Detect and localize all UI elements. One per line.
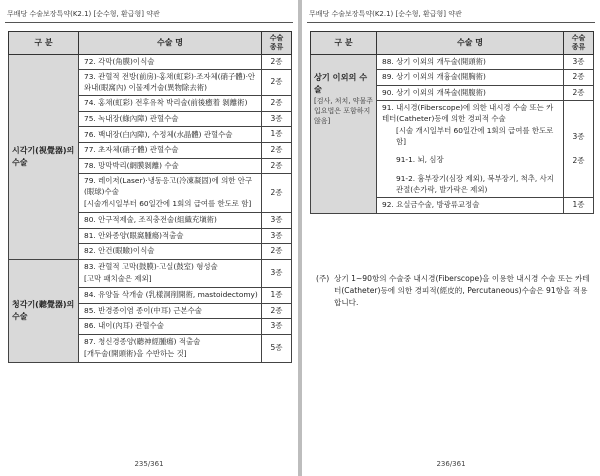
surgery-type: 2종 — [262, 158, 292, 174]
column-header-surgery: 수술 명 — [377, 32, 564, 55]
column-header-category: 구 분 — [311, 32, 377, 55]
footnote-text: 상기 1~90항의 수술중 내시경(Fiberscope)을 이용한 내시경 수술 또는 카테터(Catheter)등에 의한 경피적(經皮的, Percutaneous)수술은 91항을 적용합니다. — [334, 274, 590, 308]
table-row — [9, 54, 292, 70]
category-title: 상기 이외의 수술 — [314, 71, 368, 94]
surgery-type: 5종 — [262, 334, 292, 362]
category-cell: 시각기(視覺器)의 수술 — [9, 54, 79, 259]
column-header-type: 수술 종류 — [564, 32, 594, 55]
surgery-item: 85. 반경종이염 종이(中耳) 근본수술 — [79, 303, 262, 319]
surgery-item-text: 91. 내시경(Fiberscope)에 의한 내시경 수술 또는 카테터(Catheter)등에 의한 경피적 수술 — [382, 103, 554, 123]
surgery-type: 2종 — [262, 143, 292, 159]
surgery-table — [8, 31, 292, 363]
surgery-type: 2종 — [262, 96, 292, 112]
surgery-item: 84. 유양돌 삭개술 (乳樣洞削開術, mastoidectomy) — [79, 287, 262, 303]
table-header-row — [9, 32, 292, 55]
surgery-item: 80. 안구적제술, 조직충전술(組織充塡術) — [79, 212, 262, 228]
surgery-type: 2종 — [572, 156, 585, 166]
surgery-item — [79, 174, 262, 213]
surgery-type: 1종 — [564, 198, 594, 214]
column-header-category: 구 분 — [9, 32, 79, 55]
surgery-item: 72. 각막(角膜)이식술 — [79, 54, 262, 70]
surgery-type: 3종 — [262, 259, 292, 287]
footnote — [316, 273, 592, 309]
page-header: 무배당 수술보장특약(K2.1) [순수형, 환급형] 약관 — [7, 10, 160, 18]
table-row — [9, 259, 292, 287]
column-header-surgery: 수술 명 — [79, 32, 262, 55]
surgery-type: 3종 — [572, 131, 585, 141]
surgery-item: 81. 안와종양(眼窩腫瘍)적출술 — [79, 228, 262, 244]
surgery-subitem: 91-2. 흉부장기(심장 제외), 복부장기, 척추, 사지관절(손가락, 발가락은 제외) — [396, 174, 554, 194]
surgery-table — [310, 31, 594, 214]
category-cell: 청각기(聽覺器)의 수술 — [9, 259, 79, 362]
surgery-type: 3종 — [262, 319, 292, 335]
surgery-item: 88. 상기 이외의 개두술(開頭術) — [377, 54, 564, 70]
page-number: 235/361 — [134, 460, 164, 468]
surgery-item — [79, 259, 262, 287]
surgery-type: 2종 — [262, 70, 292, 96]
document-page-left — [0, 0, 298, 476]
surgery-type: 2종 — [262, 244, 292, 260]
surgery-item-text: 83. 관혈적 고막(鼓膜)·고실(鼓室) 형성술 — [84, 261, 218, 271]
surgery-type: 3종 — [262, 111, 292, 127]
surgery-subitem: 91-1. 뇌, 심장 — [396, 155, 444, 165]
surgery-type: 3종 — [262, 228, 292, 244]
surgery-item-note: [시술개시일부터 60일간에 1회의 급여를 한도로 함] — [84, 199, 252, 209]
surgery-item-note: [시술 개시일부터 60일간에 1회의 급여를 한도로 함] — [396, 126, 554, 146]
surgery-item: 74. 홍채(虹彩) 전후유착 박리술(前後癒着 剝離術) — [79, 96, 262, 112]
surgery-item: 73. 관혈적 전방(前房)·홍채(虹彩)·조자체(硝子體)·안와내(眼窩內) 이물제거술(異物除去術) — [79, 70, 262, 96]
surgery-item-text: 87. 청신경종양(聽神經腫瘍) 적출술 — [84, 336, 201, 346]
surgery-item-text: 79. 레이저(Laser)·냉동응고(冷凍凝固)에 의한 안구(眼球)수술 — [84, 176, 253, 196]
surgery-item: 90. 상기 이외의 개복술(開腹術) — [377, 85, 564, 101]
surgery-type: 2종 — [262, 303, 292, 319]
surgery-type: 1종 — [262, 287, 292, 303]
surgery-item-note: [고막 패치술은 제외] — [84, 274, 152, 284]
column-header-type: 수술 종류 — [262, 32, 292, 55]
table-header-row — [311, 32, 594, 55]
surgery-item: 78. 망막박리(網膜剝離) 수술 — [79, 158, 262, 174]
surgery-item — [377, 101, 564, 198]
category-note: [검사, 처치, 약물주입요법은 포함하지 않음] — [314, 97, 373, 126]
surgery-type: 3종 — [564, 54, 594, 70]
surgery-type: 2종 — [262, 174, 292, 213]
page-number: 236/361 — [436, 460, 466, 468]
surgery-item: 77. 초자체(硝子體) 관혈수술 — [79, 143, 262, 159]
surgery-type: 2종 — [564, 85, 594, 101]
surgery-item: 89. 상기 이외의 개흉술(開胸術) — [377, 70, 564, 86]
surgery-type: 2종 — [564, 70, 594, 86]
surgery-item: 76. 백내장(白內障), 수정체(水晶體) 관혈수술 — [79, 127, 262, 143]
category-cell — [311, 54, 377, 213]
document-page-right — [302, 0, 600, 476]
surgery-item-note: [개두술(開頭術)을 수반하는 것] — [84, 349, 187, 359]
surgery-type: 1종 — [262, 127, 292, 143]
surgery-item: 82. 안건(眼瞼)이식술 — [79, 244, 262, 260]
surgery-type: 2종 — [262, 54, 292, 70]
surgery-item: 86. 내이(內耳) 관혈수술 — [79, 319, 262, 335]
surgery-item — [79, 334, 262, 362]
table-row — [311, 54, 594, 70]
surgery-type — [564, 101, 594, 198]
surgery-item: 75. 녹내장(綠內障) 관혈수술 — [79, 111, 262, 127]
page-header: 무배당 수술보장특약(K2.1) [순수형, 환급형] 약관 — [309, 10, 462, 18]
header-rule — [307, 22, 595, 23]
footnote-label: (주) — [316, 274, 330, 283]
surgery-type: 3종 — [262, 212, 292, 228]
header-rule — [5, 22, 293, 23]
surgery-item: 92. 요실금수술, 방광류교정술 — [377, 198, 564, 214]
